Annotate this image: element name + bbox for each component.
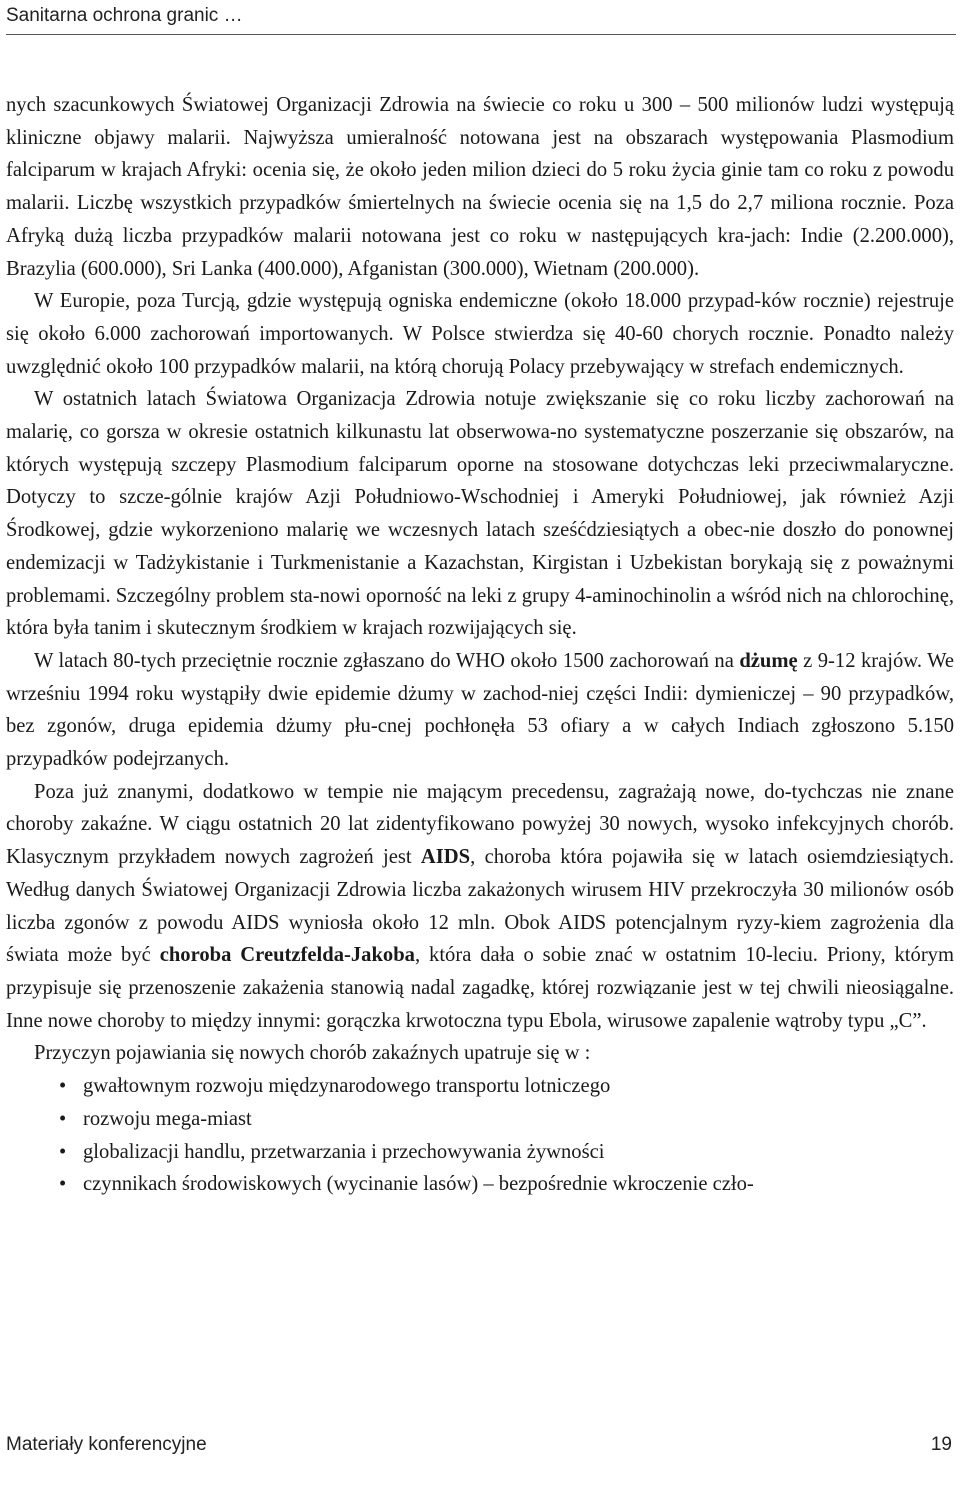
list-item: • globalizacji handlu, przetwarzania i przechowywania żywności — [6, 1136, 954, 1169]
list-item: • rozwoju mega-miast — [6, 1103, 954, 1136]
paragraph-malaria-statistics: nych szacunkowych Światowej Organizacji Zdrowia na świecie co roku u 300 – 500 milionów ludzi występują kliniczne objawy malarii. Najwyższa umieralność notowana jest na obszarach występowania Plasmodium falciparum w krajach Afryki: ocenia się, że około jeden milion dzieci do 5 roku życia ginie tam co roku z powodu malarii. Liczbę wszystkich przypadków śmiertelnych na świecie ocenia się na 1,5 do 2,7 miliona rocznie. Poza Afryką dużą liczba przypadków malarii notowana jest co roku w następujących kra-jach: Indie (2.200.000), Brazylia (600.000), Sri Lanka (400.000), Afganistan (300.000), Wietnam (200.000). — [6, 94, 954, 280]
main-text — [6, 89, 954, 1201]
paragraph-malaria-europe: W Europie, poza Turcją, gdzie występują ogniska endemiczne (około 18.000 przypad-ków rocznie) rejestruje się około 6.000 zachorowań importowanych. W Polsce stwierdza się 40-60 chorych rocznie. Ponadto należy uwzględnić około 100 przypadków malarii, na którą chorują Polacy przebywający w strefach endemicznych. — [6, 290, 954, 378]
bullet-icon: • — [59, 1140, 67, 1163]
bold-term-cjd: choroba Creutzfelda-Jakoba — [159, 944, 415, 967]
paragraph-causes-intro: Przyczyn pojawiania się nowych chorób zakaźnych upatruje się w : — [34, 1042, 591, 1065]
causes-list — [6, 1070, 954, 1201]
bold-term-aids: AIDS — [420, 846, 471, 869]
paragraph-plague: W latach 80-tych przeciętnie rocznie zgłaszano do WHO około 1500 zachorowań na dżumę z 9-12 krajów. We wrześniu 1994 roku wystąpiły dwie epidemie dżumy w zachod-niej części Indii: dymieniczej – 90 przypadków, bez zgonów, druga epidemia dżumy płu-cnej pochłonęła 53 ofiary a w całych Indiach zgłoszono 5.150 przypadków podejrzanych. — [6, 649, 955, 771]
list-item: • czynnikach środowiskowych (wycinanie lasów) – bezpośrednie wkroczenie czło- — [6, 1168, 954, 1201]
bullet-icon: • — [59, 1075, 67, 1098]
page-number: 19 — [930, 1434, 952, 1455]
running-header — [6, 4, 956, 35]
paragraph-malaria-resistance: W ostatnich latach Światowa Organizacja Zdrowia notuje zwiększanie się co roku liczby zachorowań na malarię, co gorsza w okresie ostatnich kilkunastu lat obserwowa-no systematyczne poszerzanie się obszarów, na których występują szczepy Plasmodium falciparum oporne na stosowane dotychczas leki przeciwmalaryczne. Dotyczy to szcze-gólnie krajów Azji Południowo-Wschodniej i Ameryki Południowej, jak również Azji Środkowej, gdzie wykorzeniono malarię we wczesnych latach sześćdziesiątych a obec-nie doszło do ponownej endemizacji w Tadżykistanie i Turkmenistanie a Kazachstan, Kirgistan i Uzbekistan borykają się z poważnymi problemami. Szczególny problem sta-nowi oporność na leki z grupy 4-aminochinolin a wśród nich na chlorochinę, która była tanim i skutecznym środkiem w krajach rozwijających się. — [6, 388, 954, 640]
paragraph-new-diseases: Poza już znanymi, dodatkowo w tempie nie mającym precedensu, zagrażają nowe, do-tychczas nie znane choroby zakaźne. W ciągu ostatnich 20 lat zidentyfikowano powyżej 30 nowych, wysoko infekcyjnych chorób. Klasycznym przykładem nowych zagrożeń jest AIDS, choroba która pojawiła się w latach osiemdziesiątych. Według danych Światowej Organizacji Zdrowia liczba zakażonych wirusem HIV przekroczyła 30 milionów osób liczba zgonów z powodu AIDS wyniosła około 12 mln. Obok AIDS potencjalnym ryzy-kiem zagrożenia dla świata może być choroba Creutzfelda-Jakoba, która dała o sobie znać w ostatnim 10-leciu. Priony, którym przypisuje się przenoszenie zakażenia stanowią nadal zagadkę, której rozwiązanie jest w tej chwili nieosiągalne. Inne nowe choroby to między innymi: gorączka krwotoczna typu Ebola, wirusowe zapalenie wątroby typu „C”. — [6, 780, 955, 1032]
bullet-icon: • — [59, 1173, 67, 1196]
bullet-icon: • — [59, 1107, 67, 1130]
footer-publication-title: Materiały konferencyjne — [6, 1434, 207, 1455]
bold-term-plague: dżumę — [739, 649, 798, 672]
list-item: • gwałtownym rozwoju międzynarodowego transportu lotniczego — [6, 1070, 954, 1103]
running-header-title: Sanitarna ochrona granic … — [6, 5, 243, 26]
